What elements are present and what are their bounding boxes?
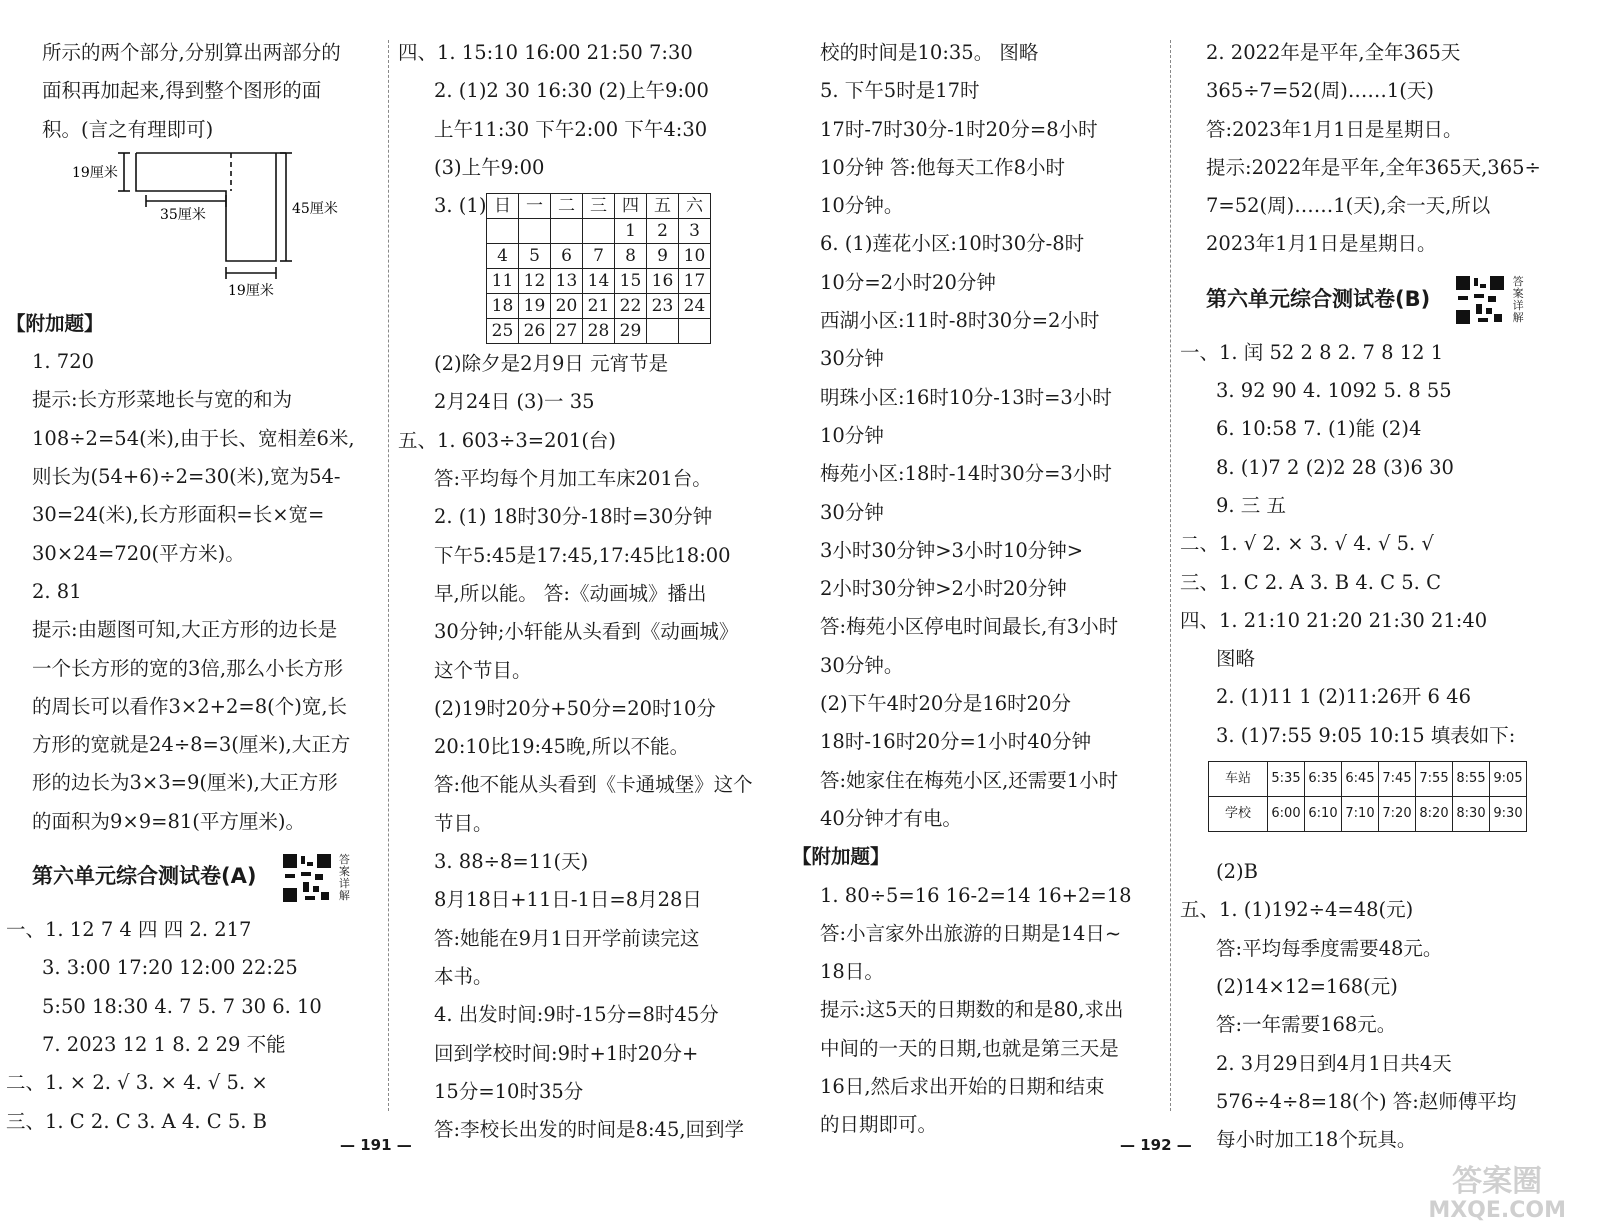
text-line: 的面积为9×9=81(平方厘米)。 bbox=[32, 809, 306, 833]
text-line: (2)19时20分+50分=20时10分 bbox=[434, 696, 716, 720]
text-line: 2. 2022年是平年,全年365天 bbox=[1206, 41, 1461, 64]
text-line: 3. 88÷8=11(天) bbox=[434, 850, 589, 874]
calendar-cell: 三 bbox=[583, 194, 615, 219]
timetable bbox=[1208, 761, 1527, 832]
text-line: 提示:这5天的日期数的和是80,求出 bbox=[820, 998, 1124, 1022]
watermark-logo bbox=[1428, 1165, 1566, 1223]
text-line: 提示:由题图可知,大正方形的边长是 bbox=[32, 618, 338, 642]
text-line: 提示:长方形菜地长与宽的和为 bbox=[32, 388, 293, 412]
calendar-row bbox=[487, 319, 711, 344]
calendar-cell: 15 bbox=[615, 269, 647, 294]
text-line: 2. (1)2 30 16:30 (2)上午9:00 bbox=[434, 79, 709, 103]
calendar-cell bbox=[519, 219, 551, 244]
calendar-cell: 2 bbox=[647, 219, 679, 244]
text-line: 5:50 18:30 4. 7 5. 7 30 6. 10 bbox=[42, 994, 322, 1018]
text-line: 答:李校长出发的时间是8:45,回到学 bbox=[434, 1118, 745, 1142]
text-line: 一、1. 12 7 4 四 四 2. 217 bbox=[6, 918, 252, 942]
text-line: 3. (1) bbox=[434, 194, 487, 218]
text-line: 上午11:30 下午2:00 下午4:30 bbox=[434, 117, 708, 141]
calendar-cell: 六 bbox=[679, 194, 711, 219]
calendar-block bbox=[398, 187, 780, 345]
text-line: 答:平均每个月加工车床201台。 bbox=[434, 467, 712, 491]
text-line: 3. (1)7:55 9:05 10:15 填表如下: bbox=[1216, 723, 1516, 747]
text-line: 答:小言家外出旅游的日期是14日~ bbox=[820, 921, 1122, 945]
text-line: (2)下午4时20分是16时20分 bbox=[820, 692, 1071, 716]
column-1 bbox=[6, 34, 386, 1141]
calendar-cell: 10 bbox=[679, 244, 711, 269]
column-divider bbox=[1170, 40, 1171, 1111]
text-line: 30=24(米),长方形面积=长×宽= bbox=[32, 503, 325, 527]
text-line: 2. 3月29日到4月1日共4天 bbox=[1216, 1051, 1452, 1075]
text-line: 10分钟 bbox=[820, 423, 884, 447]
calendar-cell: 18 bbox=[487, 294, 519, 319]
calendar-cell: 22 bbox=[615, 294, 647, 319]
timetable-block bbox=[1180, 755, 1590, 853]
label-19cm: 19厘米 bbox=[72, 164, 118, 181]
text-line: 10分钟。 bbox=[820, 194, 904, 218]
text-line: 30分钟 bbox=[820, 500, 884, 524]
text-line: 365÷7=52(周)……1(天) bbox=[1206, 79, 1434, 103]
calendar-cell: 五 bbox=[647, 194, 679, 219]
timetable-label: 学校 bbox=[1209, 797, 1268, 832]
text-line: 面积再加起来,得到整个图形的面 bbox=[42, 79, 322, 103]
text-line: 30分钟 bbox=[820, 347, 884, 371]
text-line: 18日。 bbox=[820, 960, 884, 984]
calendar-cell bbox=[487, 219, 519, 244]
calendar-cell: 一 bbox=[519, 194, 551, 219]
text-line: 108÷2=54(米),由于长、宽相差6米, bbox=[32, 426, 355, 450]
text-line: 一个长方形的宽的3倍,那么小长方形 bbox=[32, 656, 344, 680]
calendar-cell: 23 bbox=[647, 294, 679, 319]
label-35cm: 35厘米 bbox=[160, 206, 206, 223]
text-line: 中间的一天的日期,也就是第三天是 bbox=[820, 1036, 1119, 1060]
calendar-cell: 12 bbox=[519, 269, 551, 294]
area-figure bbox=[6, 149, 386, 305]
text-line: 所示的两个部分,分别算出两部分的 bbox=[42, 41, 341, 64]
calendar-cell: 27 bbox=[551, 319, 583, 344]
calendar-cell: 21 bbox=[583, 294, 615, 319]
text-line: 一、1. 闰 52 2 8 2. 7 8 12 1 bbox=[1180, 340, 1444, 364]
text-line: 2. 81 bbox=[32, 579, 82, 603]
unit-title: 第六单元综合测试卷(B) bbox=[1206, 286, 1431, 311]
text-line: 形的边长为3×3=9(厘米),大正方形 bbox=[32, 771, 338, 795]
text-line: 四、1. 21:10 21:20 21:30 21:40 bbox=[1180, 608, 1488, 632]
text-line: 30分钟。 bbox=[820, 653, 904, 677]
calendar-cell: 25 bbox=[487, 319, 519, 344]
text-line: (2)B bbox=[1216, 860, 1258, 884]
timetable-cell: 7:55 bbox=[1416, 762, 1453, 797]
text-line: 回到学校时间:9时+1时20分+ bbox=[434, 1041, 699, 1065]
text-line: 图略 bbox=[1216, 647, 1256, 671]
page-number: — 192 — bbox=[1120, 1136, 1192, 1154]
text-line: 1. 80÷5=16 16-2=14 16+2=18 bbox=[820, 883, 1132, 907]
text-line: 576÷4÷8=18(个) 答:赵师傅平均 bbox=[1216, 1089, 1517, 1113]
text-line: 五、1. 603÷3=201(台) bbox=[398, 428, 617, 452]
calendar-cell: 20 bbox=[551, 294, 583, 319]
text-line: 2. (1)11 1 (2)11:26开 6 46 bbox=[1216, 685, 1471, 709]
text-line: 五、1. (1)192÷4=48(元) bbox=[1180, 898, 1414, 922]
text-line: (3)上午9:00 bbox=[434, 155, 545, 179]
text-line: 答:她家住在梅苑小区,还需要1小时 bbox=[820, 768, 1119, 792]
calendar-cell: 19 bbox=[519, 294, 551, 319]
timetable-row-school bbox=[1209, 797, 1527, 832]
calendar-cell: 28 bbox=[583, 319, 615, 344]
text-line: 2023年1月1日是星期日。 bbox=[1206, 232, 1437, 256]
timetable-cell: 6:35 bbox=[1305, 762, 1342, 797]
text-line: 4. 出发时间:9时-15分=8时45分 bbox=[434, 1003, 719, 1027]
text-line: 18时-16时20分=1小时40分钟 bbox=[820, 730, 1092, 754]
calendar-header-row bbox=[487, 194, 711, 219]
page-number: — 191 — bbox=[340, 1136, 412, 1154]
text-line: 四、1. 15:10 16:00 21:50 7:30 bbox=[398, 41, 693, 64]
calendar-row bbox=[487, 269, 711, 294]
calendar-cell: 6 bbox=[551, 244, 583, 269]
text-line: 方形的宽就是24÷8=3(厘米),大正方 bbox=[32, 733, 351, 757]
calendar-cell: 1 bbox=[615, 219, 647, 244]
calendar-cell: 3 bbox=[679, 219, 711, 244]
calendar-cell bbox=[679, 319, 711, 344]
timetable-cell: 7:20 bbox=[1379, 797, 1416, 832]
text-line: 二、1. × 2. √ 3. × 4. √ 5. × bbox=[6, 1071, 268, 1095]
text-line: 下午5:45是17:45,17:45比18:00 bbox=[434, 543, 731, 567]
label-19cm-bottom: 19厘米 bbox=[228, 282, 274, 299]
timetable-cell: 7:45 bbox=[1379, 762, 1416, 797]
text-line: 积。(言之有理即可) bbox=[42, 117, 214, 141]
timetable-cell: 5:35 bbox=[1268, 762, 1305, 797]
text-line: (2)除夕是2月9日 元宵节是 bbox=[434, 352, 669, 376]
calendar-cell: 日 bbox=[487, 194, 519, 219]
column-divider bbox=[388, 40, 389, 1111]
text-line: (2)14×12=168(元) bbox=[1216, 974, 1398, 998]
text-line: 梅苑小区:18时-14时30分=3小时 bbox=[820, 462, 1112, 486]
text-line: 6. 10:58 7. (1)能 (2)4 bbox=[1216, 417, 1422, 441]
timetable-cell: 7:10 bbox=[1342, 797, 1379, 832]
text-line: 3. 92 90 4. 1092 5. 8 55 bbox=[1216, 379, 1452, 403]
text-line: 30×24=720(平方米)。 bbox=[32, 541, 245, 565]
text-line: 答:平均每季度需要48元。 bbox=[1216, 936, 1443, 960]
calendar-cell: 8 bbox=[615, 244, 647, 269]
timetable-cell: 9:05 bbox=[1490, 762, 1527, 797]
qr-label: 答案详解 bbox=[338, 852, 350, 902]
text-line: 3. 3:00 17:20 12:00 22:25 bbox=[42, 956, 298, 980]
calendar-cell: 16 bbox=[647, 269, 679, 294]
calendar-cell: 4 bbox=[487, 244, 519, 269]
calendar-cell: 29 bbox=[615, 319, 647, 344]
text-line: 答:一年需要168元。 bbox=[1216, 1013, 1397, 1037]
text-line: 答:她能在9月1日开学前读完这 bbox=[434, 926, 700, 950]
column-4 bbox=[1180, 34, 1590, 1159]
label-45cm: 45厘米 bbox=[292, 200, 338, 217]
timetable-cell: 6:45 bbox=[1342, 762, 1379, 797]
column-3 bbox=[792, 34, 1168, 1145]
text-line: 20:10比19:45晚,所以不能。 bbox=[434, 735, 690, 759]
text-line: 三、1. C 2. C 3. A 4. C 5. B bbox=[6, 1109, 267, 1133]
text-line: 8月18日+11日-1日=8月28日 bbox=[434, 888, 702, 912]
column-2 bbox=[398, 34, 780, 1149]
text-line: 校的时间是10:35。 图略 bbox=[820, 41, 1039, 64]
timetable-cell: 6:00 bbox=[1268, 797, 1305, 832]
text-line: 10分=2小时20分钟 bbox=[820, 270, 996, 294]
text-line: 早,所以能。 答:《动画城》播出 bbox=[434, 581, 707, 605]
calendar-row bbox=[487, 219, 711, 244]
text-line: 8. (1)7 2 (2)2 28 (3)6 30 bbox=[1216, 455, 1454, 479]
calendar-row bbox=[487, 244, 711, 269]
timetable-cell: 8:20 bbox=[1416, 797, 1453, 832]
qr-label: 答案详解 bbox=[1512, 275, 1524, 325]
unit-heading-b bbox=[1180, 264, 1590, 334]
text-line: 5. 下午5时是17时 bbox=[820, 79, 980, 103]
qr-code-icon[interactable] bbox=[1454, 274, 1506, 326]
timetable-row-station bbox=[1209, 762, 1527, 797]
qr-code-icon[interactable] bbox=[281, 852, 333, 904]
text-line: 6. (1)莲花小区:10时30分-8时 bbox=[820, 232, 1085, 256]
text-line: 每小时加工18个玩具。 bbox=[1216, 1128, 1417, 1152]
text-line: 本书。 bbox=[434, 964, 493, 988]
text-line: 1. 720 bbox=[32, 350, 95, 374]
watermark-url: MXQE.COM bbox=[1428, 1198, 1566, 1223]
unit-title: 第六单元综合测试卷(A) bbox=[32, 864, 257, 889]
calendar-cell: 17 bbox=[679, 269, 711, 294]
text-line: 节目。 bbox=[434, 811, 493, 835]
timetable-cell: 9:30 bbox=[1490, 797, 1527, 832]
calendar-cell: 二 bbox=[551, 194, 583, 219]
text-line: 10分钟 答:他每天工作8小时 bbox=[820, 155, 1065, 179]
unit-heading-a bbox=[6, 841, 386, 911]
watermark-text: 答案圈 bbox=[1452, 1164, 1543, 1199]
text-line: 16日,然后求出开始的日期和结束 bbox=[820, 1075, 1105, 1099]
text-line: 3小时30分钟>3小时10分钟> bbox=[820, 538, 1084, 562]
section-heading: 【附加题】 bbox=[6, 311, 104, 335]
calendar-cell: 14 bbox=[583, 269, 615, 294]
calendar-cell: 13 bbox=[551, 269, 583, 294]
text-line: 7. 2023 12 1 8. 2 29 不能 bbox=[42, 1032, 286, 1056]
timetable-cell: 8:55 bbox=[1453, 762, 1490, 797]
text-line: 三、1. C 2. A 3. B 4. C 5. C bbox=[1180, 570, 1441, 594]
timetable-cell: 6:10 bbox=[1305, 797, 1342, 832]
text-line: 提示:2022年是平年,全年365天,365÷ bbox=[1206, 155, 1541, 179]
text-line: 2小时30分钟>2小时20分钟 bbox=[820, 577, 1067, 601]
text-line: 西湖小区:11时-8时30分=2小时 bbox=[820, 309, 1100, 333]
timetable-label: 车站 bbox=[1209, 762, 1268, 797]
text-line: 答:2023年1月1日是星期日。 bbox=[1206, 117, 1463, 141]
text-line: 40分钟才有电。 bbox=[820, 806, 962, 830]
calendar-cell: 11 bbox=[487, 269, 519, 294]
text-line: 2月24日 (3)一 35 bbox=[434, 390, 595, 414]
text-line: 15分=10时35分 bbox=[434, 1079, 584, 1103]
timetable-cell: 8:30 bbox=[1453, 797, 1490, 832]
text-line: 答:梅苑小区停电时间最长,有3小时 bbox=[820, 615, 1119, 639]
text-line: 9. 三 五 bbox=[1216, 493, 1287, 517]
text-line: 30分钟;小轩能从头看到《动画城》 bbox=[434, 620, 739, 644]
text-line: 17时-7时30分-1时20分=8小时 bbox=[820, 117, 1098, 141]
text-line: 二、1. √ 2. × 3. √ 4. √ 5. √ bbox=[1180, 532, 1434, 556]
calendar-row bbox=[487, 294, 711, 319]
text-line: 这个节目。 bbox=[434, 658, 532, 682]
calendar-cell: 7 bbox=[583, 244, 615, 269]
text-line: 2. (1) 18时30分-18时=30分钟 bbox=[434, 505, 713, 529]
text-line: 明珠小区:16时10分-13时=3小时 bbox=[820, 385, 1112, 409]
text-line: 的周长可以看作3×2+2=8(个)宽,长 bbox=[32, 694, 348, 718]
calendar-cell: 四 bbox=[615, 194, 647, 219]
calendar-cell: 5 bbox=[519, 244, 551, 269]
calendar-cell: 24 bbox=[679, 294, 711, 319]
calendar-cell bbox=[583, 219, 615, 244]
text-line: 7=52(周)……1(天),余一天,所以 bbox=[1206, 194, 1491, 218]
area-figure-svg bbox=[6, 149, 386, 305]
text-line: 答:他不能从头看到《卡通城堡》这个 bbox=[434, 773, 753, 797]
calendar-cell: 9 bbox=[647, 244, 679, 269]
text-line: 则长为(54+6)÷2=30(米),宽为54- bbox=[32, 465, 341, 489]
calendar-cell: 26 bbox=[519, 319, 551, 344]
calendar-table bbox=[486, 193, 711, 344]
section-heading: 【附加题】 bbox=[792, 845, 890, 869]
text-line: 的日期即可。 bbox=[820, 1113, 938, 1137]
calendar-cell bbox=[551, 219, 583, 244]
calendar-cell bbox=[647, 319, 679, 344]
